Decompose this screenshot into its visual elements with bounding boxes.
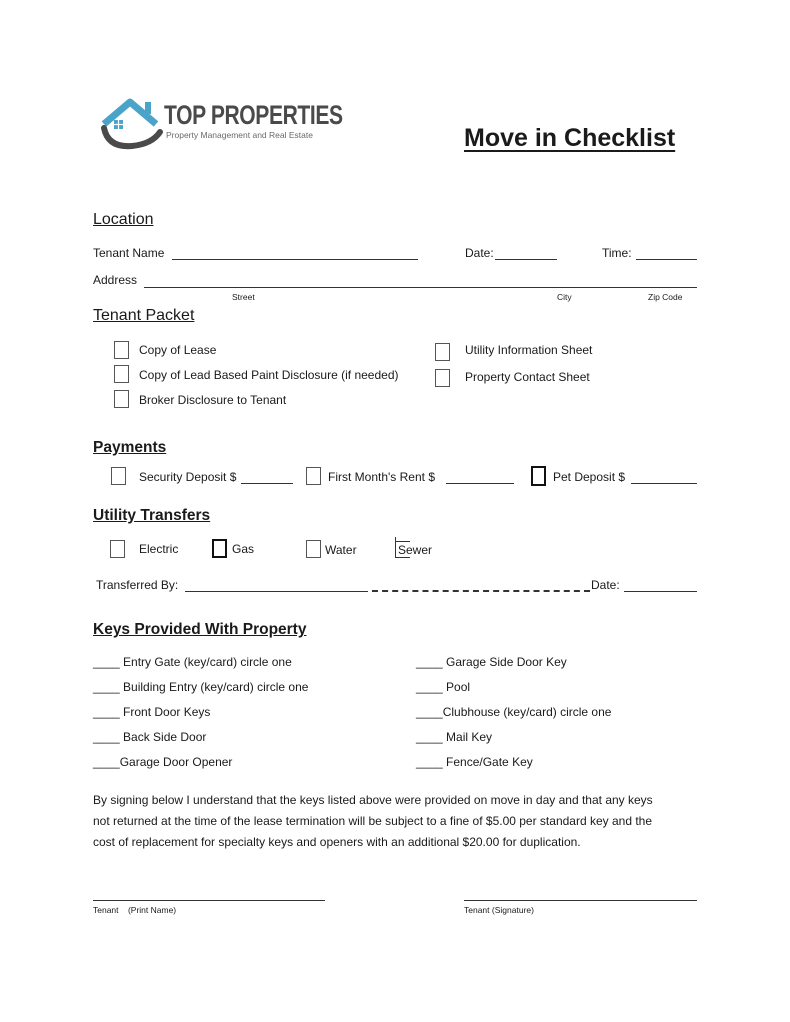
checkbox-gas[interactable] xyxy=(212,539,227,558)
label-sewer: Sewer xyxy=(398,543,433,557)
key-item-entry-gate: ____ Entry Gate (key/card) circle one xyxy=(93,655,292,669)
city-caption: City xyxy=(557,292,572,302)
transferred-by-label: Transferred By: xyxy=(96,578,179,592)
key-item-back-side-door: ____ Back Side Door xyxy=(93,730,207,744)
date-field[interactable] xyxy=(495,259,557,260)
agreement-paragraph xyxy=(93,790,703,853)
page-title: Move in Checklist xyxy=(464,124,676,152)
checkbox-electric[interactable] xyxy=(110,540,125,558)
address-field[interactable] xyxy=(144,287,697,288)
key-item-garage-side-door: ____ Garage Side Door Key xyxy=(416,655,567,669)
label-first-months-rent: First Month's Rent $ xyxy=(328,470,435,484)
logo-name: TOP PROPERTIES xyxy=(164,100,343,130)
key-item-fence-gate: ____ Fence/Gate Key xyxy=(416,755,533,769)
key-item-building-entry: ____ Building Entry (key/card) circle one xyxy=(93,680,309,694)
key-item-mail-key: ____ Mail Key xyxy=(416,730,493,744)
label-lead-paint-disclosure: Copy of Lead Based Paint Disclosure (if needed) xyxy=(139,368,399,382)
section-heading-tenant-packet: Tenant Packet xyxy=(93,307,195,324)
address-label: Address xyxy=(93,273,138,287)
label-broker-disclosure: Broker Disclosure to Tenant xyxy=(139,393,287,407)
key-item-garage-door-opener: ____Garage Door Opener xyxy=(93,755,233,769)
date-label: Date: xyxy=(465,246,494,260)
label-water: Water xyxy=(325,543,357,557)
logo-tagline: Property Management and Real Estate xyxy=(166,130,313,140)
transfer-date-label: Date: xyxy=(591,578,620,592)
label-security-deposit: Security Deposit $ xyxy=(139,470,237,484)
transfer-date-field[interactable] xyxy=(624,591,697,592)
label-copy-of-lease: Copy of Lease xyxy=(139,343,217,357)
label-gas: Gas xyxy=(232,542,255,556)
agreement-line-2: not returned at the time of the lease termination will be subject to a fine of $5.00 per standard key and the xyxy=(93,814,653,828)
transferred-by-field[interactable] xyxy=(185,591,368,592)
section-heading-payments: Payments xyxy=(93,439,167,456)
checkbox-security-deposit[interactable] xyxy=(111,467,126,485)
checkbox-copy-of-lease[interactable] xyxy=(114,341,129,359)
time-label: Time: xyxy=(602,246,632,260)
house-logo-icon xyxy=(100,94,166,150)
label-electric: Electric xyxy=(139,542,179,556)
print-name-field[interactable] xyxy=(93,900,325,901)
agreement-line-3: cost of replacement for specialty keys and openers with an additional $20.00 for duplication. xyxy=(93,835,581,849)
signature-field[interactable] xyxy=(464,900,697,901)
tenant-name-label: Tenant Name xyxy=(93,246,165,260)
key-item-front-door: ____ Front Door Keys xyxy=(93,705,211,719)
section-heading-utility-transfers: Utility Transfers xyxy=(93,507,211,524)
section-heading-location: Location xyxy=(93,211,154,228)
time-field[interactable] xyxy=(636,259,697,260)
first-months-rent-amount-field[interactable] xyxy=(446,483,514,484)
street-caption: Street xyxy=(232,292,255,302)
agreement-line-1: By signing below I understand that the keys listed above were provided on move in day and that any keys xyxy=(93,793,653,807)
checkbox-water[interactable] xyxy=(306,540,321,558)
checkbox-lead-paint-disclosure[interactable] xyxy=(114,365,129,383)
checkbox-utility-information-sheet[interactable] xyxy=(435,343,450,361)
pet-deposit-amount-field[interactable] xyxy=(631,483,697,484)
company-logo xyxy=(100,92,343,152)
checkbox-property-contact-sheet[interactable] xyxy=(435,369,450,387)
security-deposit-amount-field[interactable] xyxy=(241,483,293,484)
checkbox-pet-deposit[interactable] xyxy=(531,466,546,486)
label-utility-information-sheet: Utility Information Sheet xyxy=(465,343,593,357)
signature-label: Tenant (Signature) xyxy=(464,905,534,915)
label-property-contact-sheet: Property Contact Sheet xyxy=(465,370,590,384)
transferred-by-field-2[interactable] xyxy=(372,590,590,592)
label-pet-deposit: Pet Deposit $ xyxy=(553,470,626,484)
print-name-label: Tenant (Print Name) xyxy=(93,905,177,915)
section-heading-keys: Keys Provided With Property xyxy=(93,621,307,638)
key-item-pool: ____ Pool xyxy=(416,680,471,694)
checkbox-first-months-rent[interactable] xyxy=(306,467,321,485)
tenant-name-field[interactable] xyxy=(172,259,418,260)
zip-code-caption: Zip Code xyxy=(648,292,683,302)
key-item-clubhouse: ____Clubhouse (key/card) circle one xyxy=(416,705,612,719)
checkbox-broker-disclosure[interactable] xyxy=(114,390,129,408)
